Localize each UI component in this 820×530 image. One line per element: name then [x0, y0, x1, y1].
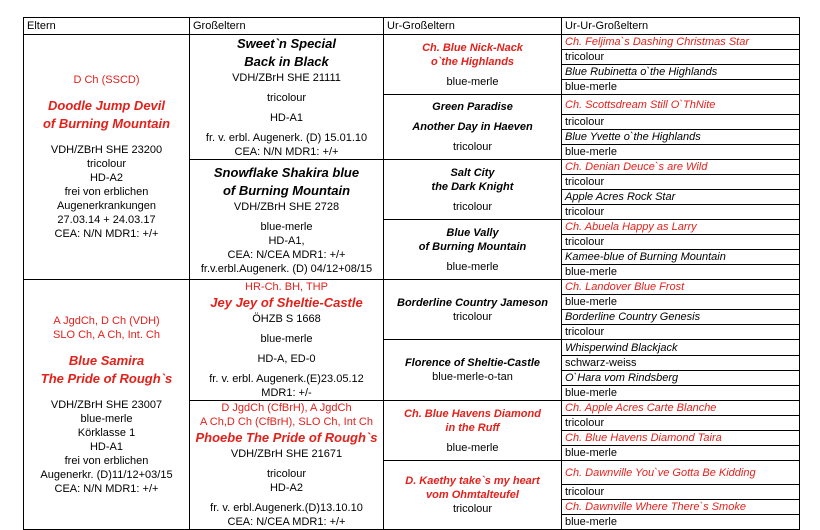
gg-name: Blue Vally	[446, 226, 499, 239]
parent-info: VDH/ZBrH SHE 23007	[50, 398, 163, 411]
ggg-color: tricolour	[562, 205, 800, 220]
great-grandparent-5	[384, 280, 562, 340]
grandparent-info: fr. v. erbl.Augenerk.(D)13.10.10	[210, 502, 363, 514]
ggg-color: blue-merle	[562, 386, 800, 401]
ggg-color: blue-merle	[562, 80, 800, 95]
ggg-name: Ch. Blue Havens Diamond Taira	[562, 431, 800, 446]
ggg-color: tricolour	[562, 50, 800, 65]
parent-info: Augenerkrankungen	[56, 200, 157, 212]
ggg-color: tricolour	[562, 235, 800, 250]
ggg-color: tricolour	[562, 175, 800, 190]
ggg-color: blue-merle	[562, 145, 800, 160]
grandparent-4	[190, 401, 384, 530]
parent-info: CEA: N/N MDR1: +/+	[54, 228, 159, 240]
ggg-color: tricolour	[562, 115, 800, 130]
great-grandparent-3	[384, 160, 562, 220]
ggg-name: Blue Rubinetta o`the Highlands	[562, 65, 800, 80]
ggg-color: tricolour	[562, 485, 800, 500]
grandparent-info: VDH/ZBrH SHE 21111	[232, 72, 341, 84]
parent-dam	[24, 280, 190, 530]
parent-title: A JgdCh, D Ch (VDH)	[53, 314, 160, 327]
great-grandparent-7	[384, 401, 562, 461]
ggg-name: Apple Acres Rock Star	[562, 190, 800, 205]
ggg-color: tricolour	[562, 325, 800, 340]
ggg-name: Ch. Abuela Happy as Larry	[562, 220, 800, 235]
gg-name: vom Ohmtalteufel	[426, 489, 519, 501]
great-grandparent-1	[384, 35, 562, 95]
grandparent-title: D JgdCh (CfBrH), A JgdCh	[221, 402, 352, 414]
ggg-name: Blue Yvette o`the Highlands	[562, 130, 800, 145]
gg-name: Borderline Country Jameson	[397, 296, 548, 309]
grandparent-info: fr. v. erbl. Augenerk. (D) 15.01.10	[205, 132, 368, 144]
grandparent-name: Sweet`n Special	[237, 36, 336, 51]
gg-name: Ch. Blue Nick-Nack	[422, 41, 523, 54]
grandparent-info: HD-A2	[269, 482, 303, 494]
gg-color: blue-merle	[446, 260, 499, 273]
gg-name: Another Day in Haeven	[412, 121, 533, 133]
ggg-name: Ch. Feljima`s Dashing Christmas Star	[562, 35, 800, 50]
gg-color: blue-merle	[446, 441, 499, 454]
gg-color: tricolour	[452, 310, 493, 323]
parent-info: Augenerkr. (D)11/12+03/15	[40, 468, 173, 481]
grandparent-info: fr.v.erbl.Augenerk. (D) 04/12+08/15	[200, 262, 373, 275]
gg-color: tricolour	[452, 141, 493, 153]
ggg-color: tricolour	[562, 416, 800, 431]
ggg-color: schwarz-weiss	[562, 356, 800, 371]
gg-name: Ch. Blue Havens Diamond	[404, 407, 541, 420]
ggg-name: Ch. Apple Acres Carte Blanche	[562, 401, 800, 416]
gg-color: blue-merle-o-tan	[432, 371, 513, 383]
gg-name: the Dark Knight	[431, 180, 514, 193]
parent-info: 27.03.14 + 24.03.17	[57, 214, 156, 226]
grandparent-info: ÖHZB S 1668	[252, 313, 321, 325]
header-eltern: Eltern	[24, 18, 190, 35]
grandparent-info: CEA: N/N MDR1: +/+	[234, 146, 339, 158]
gg-name: of Burning Mountain	[418, 240, 527, 253]
parent-sire	[24, 35, 190, 280]
grandparent-info: tricolour	[266, 92, 307, 104]
parent-info: HD-A2	[89, 172, 123, 184]
grandparent-info: HD-A, ED-0	[257, 353, 316, 365]
gg-name: Green Paradise	[432, 101, 513, 113]
parent-info: frei von erblichen	[64, 186, 149, 198]
parent-name: Blue Samira	[68, 352, 145, 368]
ggg-name: Ch. Scottsdream Still O`ThNite	[562, 95, 800, 115]
grandparent-info: VDH/ZBrH SHE 21671	[230, 448, 343, 460]
gg-color: tricolour	[452, 200, 493, 213]
grandparent-2	[190, 160, 384, 280]
parent-info: blue-merle	[80, 412, 133, 425]
grandparent-name: Jey Jey of Sheltie-Castle	[210, 295, 363, 310]
ggg-name: Borderline Country Genesis	[562, 310, 800, 325]
grandparent-name: of Burning Mountain	[222, 182, 351, 198]
gg-color: blue-merle	[446, 75, 499, 88]
grandparent-info: blue-merle	[260, 333, 313, 345]
header-ur-ur-grosseltern: Ur-Ur-Großeltern	[562, 18, 800, 35]
grandparent-info: fr. v. erbl. Augenerk.(E)23.05.12	[209, 373, 364, 385]
ggg-color: blue-merle	[562, 446, 800, 461]
ggg-name: Ch. Dawnville Where There`s Smoke	[562, 500, 800, 515]
grandparent-info: CEA: N/CEA MDR1: +/+	[227, 516, 346, 528]
gg-name: Salt City	[450, 166, 495, 179]
header-row	[24, 18, 800, 35]
grandparent-title: HR-Ch. BH, THP	[245, 281, 328, 293]
gg-name: in the Ruff	[445, 421, 500, 434]
parent-title: D Ch (SSCD)	[73, 74, 140, 86]
great-grandparent-6	[384, 340, 562, 401]
grandparent-info: tricolour	[266, 468, 307, 480]
parent-info: Körklasse 1	[77, 426, 136, 439]
great-grandparent-2	[384, 95, 562, 160]
gg-color: tricolour	[452, 503, 493, 515]
gg-name: o`the Highlands	[430, 55, 515, 68]
great-grandparent-4	[384, 220, 562, 280]
parent-info: frei von erblichen	[64, 454, 149, 467]
pedigree-table	[23, 17, 800, 530]
parent-name: Doodle Jump Devil	[47, 98, 166, 113]
grandparent-name: Back in Black	[244, 54, 329, 69]
parent-info: HD-A1	[89, 440, 123, 453]
grandparent-name: Snowflake Shakira blue	[213, 164, 360, 180]
grandparent-info: HD-A1,	[268, 234, 305, 247]
ggg-color: blue-merle	[562, 515, 800, 530]
grandparent-info: CEA: N/CEA MDR1: +/+	[227, 248, 346, 261]
header-ur-grosseltern: Ur-Großeltern	[384, 18, 562, 35]
parent-info: CEA: N/N MDR1: +/+	[54, 482, 159, 495]
gg-name: Florence of Sheltie-Castle	[404, 357, 541, 369]
ggg-name: Ch. Landover Blue Frost	[562, 280, 800, 295]
parent-info: tricolour	[86, 158, 127, 170]
grandparent-1	[190, 35, 384, 160]
gg-name: D. Kaethy take`s my heart	[405, 475, 540, 487]
grandparent-title: A Ch,D Ch (CfBrH), SLO Ch, Int Ch	[200, 416, 373, 428]
grandparent-name: Phoebe The Pride of Rough`s	[195, 430, 378, 445]
parent-name: The Pride of Rough`s	[40, 370, 173, 386]
parent-title: SLO Ch, A Ch, Int. Ch	[53, 328, 160, 341]
grandparent-3	[190, 280, 384, 401]
header-grosseltern: Großeltern	[190, 18, 384, 35]
great-grandparent-8	[384, 461, 562, 530]
ggg-name: Kamee-blue of Burning Mountain	[562, 250, 800, 265]
ggg-name: Whisperwind Blackjack	[562, 340, 800, 356]
grandparent-info: MDR1: +/-	[261, 387, 312, 399]
ggg-color: blue-merle	[562, 265, 800, 280]
grandparent-info: HD-A1	[269, 112, 303, 124]
ggg-name: O`Hara vom Rindsberg	[562, 371, 800, 386]
parent-name: of Burning Mountain	[42, 116, 171, 131]
parent-info: VDH/ZBrH SHE 23200	[50, 144, 163, 156]
ggg-color: blue-merle	[562, 295, 800, 310]
grandparent-info: VDH/ZBrH SHE 2728	[233, 200, 340, 213]
ggg-name: Ch. Denian Deuce`s are Wild	[562, 160, 800, 175]
grandparent-info: blue-merle	[260, 220, 313, 233]
ggg-name: Ch. Dawnville You`ve Gotta Be Kidding	[562, 461, 800, 485]
